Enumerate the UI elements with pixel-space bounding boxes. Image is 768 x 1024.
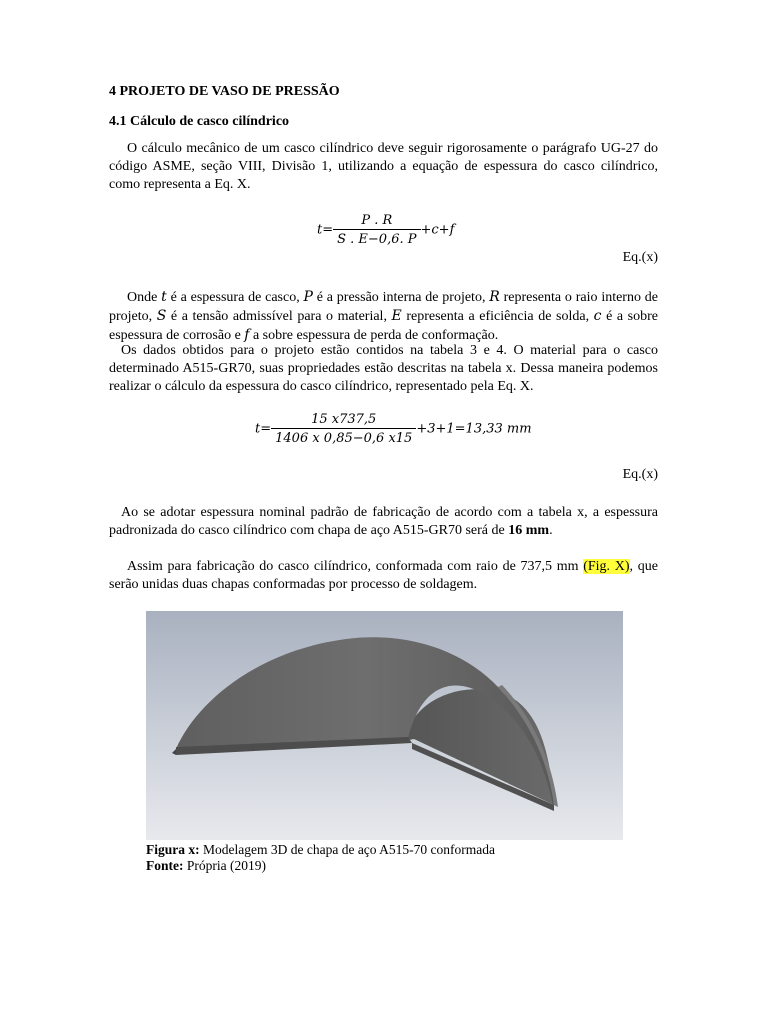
eq1-numerator: P . R (333, 213, 420, 230)
caption-source-label: Fonte: (146, 858, 184, 873)
paragraph-intro: O cálculo mecânico de um casco cilíndrico deve seguir rigorosamente o parágrafo UG-27 do código ASME, seção VIII, Divisão 1, utilizando a equação de espessura do casco cilíndrico, como representa a Eq. X. (109, 141, 658, 192)
paragraph-thickness: Ao se adotar espessura nominal padrão de fabricação de acordo com a tabela x, a espessura padronizada do casco cilíndrico com chapa de aço A515-GR70 será de 16 mm. (109, 505, 658, 538)
shell-3d-figure (146, 611, 623, 840)
paragraph-fabrication: Assim para fabricação do casco cilíndrico, conformada com raio de 737,5 mm (Fig. X), que serão unidas duas chapas conformadas por processo de soldagem. (109, 559, 658, 592)
subsection-heading: 4.1 Cálculo de casco cilíndrico (109, 114, 290, 129)
caption-source-text: Própria (2019) (183, 858, 266, 873)
paragraph-data: Os dados obtidos para o projeto estão contidos na tabela 3 e 4. O material para o casco determinado A515-GR70, suas propriedades estão descritas na tabela x. Dessa maneira podemos realizar o cálculo da espessura do casco cilíndrico, representado pela Eq. X. (109, 343, 658, 394)
equation-2 (255, 412, 532, 446)
eq1-denominator: S . E−0,6. P (337, 232, 417, 247)
eq1-rhs: +c+f (420, 222, 455, 238)
caption-figure-label: Figura x: (146, 842, 200, 857)
eq2-rhs: +3+1=13,33 mm (416, 421, 532, 437)
eq2-lhs: t= (255, 421, 272, 437)
eq2-label: Eq.(x) (622, 467, 658, 482)
thickness-value: 16 mm (508, 523, 550, 538)
eq2-numerator: 15 x737,5 (271, 412, 416, 429)
eq1-label: Eq.(x) (622, 250, 658, 265)
equation-1 (317, 213, 454, 247)
eq2-denominator: 1406 x 0,85−0,6 x15 (275, 431, 413, 446)
section-heading: 4 PROJETO DE VASO DE PRESSÃO (109, 84, 340, 99)
eq1-lhs: t= (317, 222, 334, 238)
figure-caption (146, 842, 495, 874)
paragraph-variables: Onde t é a espessura de casco, P é a pressão interna de projeto, R representa o raio interno de projeto, S é a tensão admissível para o material, E representa a eficiência de solda, c é a sobre espessura de corrosão e f a sobre espessura de perda de conformação. (109, 289, 658, 343)
figure-reference: (Fig. X) (583, 559, 630, 574)
caption-figure-text: Modelagem 3D de chapa de aço A515-70 conformada (199, 842, 496, 857)
